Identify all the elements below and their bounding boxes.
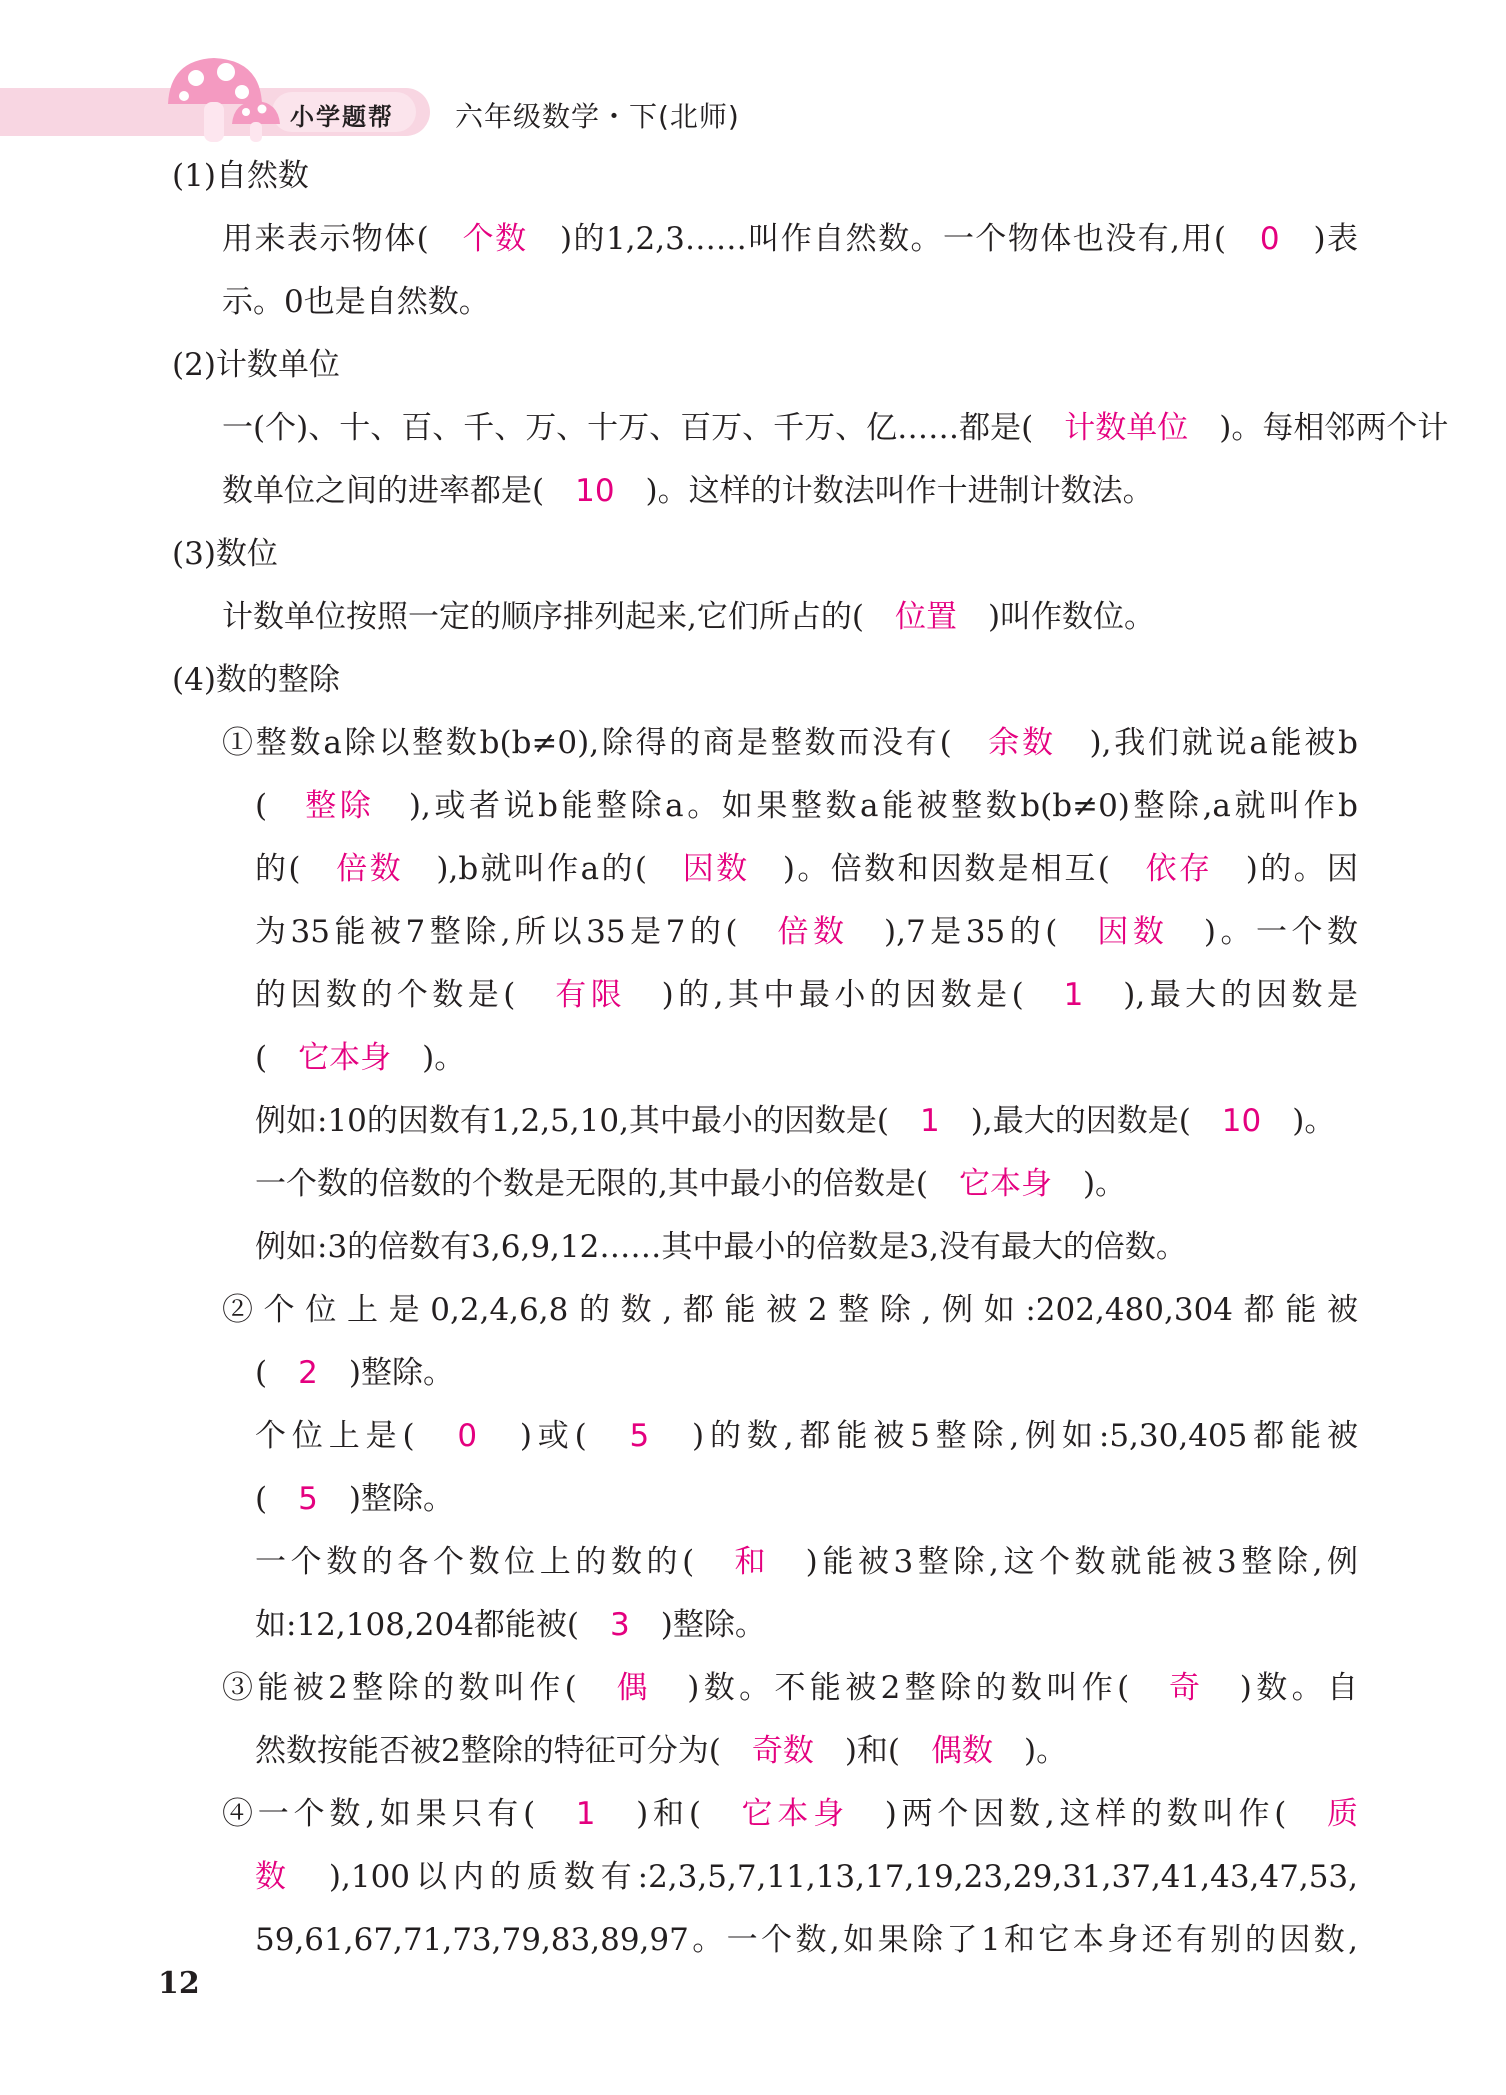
line-text: 计数单位按照一定的顺序排列起来,它们所占的( xyxy=(222,599,895,635)
text-line xyxy=(222,1290,1358,1330)
line-text: ( xyxy=(255,788,306,824)
answer-text: 5 xyxy=(629,1418,650,1454)
line-text: )。 xyxy=(1261,1103,1336,1139)
text-line xyxy=(255,1038,465,1078)
text-line xyxy=(172,156,309,196)
brand-name: 小学题帮 xyxy=(290,103,394,131)
line-text: )能被3整除,这个数就能被3整除,例 xyxy=(770,1544,1359,1580)
line-text: )和( xyxy=(595,1796,742,1832)
line-text: 如:12,108,204都能被( xyxy=(255,1607,611,1643)
text-line xyxy=(255,1416,1358,1456)
line-text: ),最大的因数是 xyxy=(1083,977,1359,1013)
answer-text: 倍数 xyxy=(336,851,403,887)
text-line xyxy=(222,471,1154,511)
answer-text: 偶 xyxy=(616,1670,652,1706)
line-text: )的1,2,3……叫作自然数。一个物体也没有,用( xyxy=(527,221,1260,257)
answer-text: 和 xyxy=(734,1544,771,1580)
answer-text: 数 xyxy=(255,1859,292,1895)
answer-text: 5 xyxy=(298,1481,318,1517)
line-text: 然数按能否被2整除的特征可分为( xyxy=(255,1733,752,1769)
line-text: ),b就叫作a的( xyxy=(403,851,683,887)
text-line xyxy=(255,786,1358,826)
text-line xyxy=(255,1227,1187,1267)
line-text: 的( xyxy=(255,851,337,887)
answer-text: 因数 xyxy=(1097,914,1169,950)
line-text: )叫作数位。 xyxy=(956,599,1156,635)
text-line xyxy=(222,219,1358,259)
small-mushroom-icon xyxy=(228,98,284,146)
answer-text: 计数单位 xyxy=(1064,410,1189,446)
line-text: )。 xyxy=(1051,1166,1127,1202)
answer-text: 1 xyxy=(920,1103,940,1139)
answer-text: 它本身 xyxy=(958,1166,1052,1202)
line-text: 用来表示物体( xyxy=(222,221,463,257)
line-text: )和( xyxy=(813,1733,932,1769)
text-line xyxy=(255,1164,1126,1204)
line-text: 个位上是( xyxy=(255,1418,458,1454)
line-text: ( xyxy=(255,1355,299,1391)
line-text: )。 xyxy=(391,1040,466,1076)
line-text: 一个数的倍数的个数是无限的,其中最小的倍数是( xyxy=(255,1166,959,1202)
answer-text: 0 xyxy=(457,1418,478,1454)
text-line xyxy=(172,660,340,700)
line-text: )。每相邻两个计 xyxy=(1188,410,1449,446)
line-text: )。倍数和因数是相互( xyxy=(749,851,1146,887)
book-title: 六年级数学・下(北师) xyxy=(455,100,740,133)
text-line xyxy=(222,597,1155,637)
line-text: ( xyxy=(255,1481,299,1517)
answer-text: 2 xyxy=(298,1355,318,1391)
answer-text: 1 xyxy=(1063,977,1084,1013)
text-line xyxy=(222,1668,1358,1708)
line-text: 例如:10的因数有1,2,5,10,其中最小的因数是( xyxy=(255,1103,921,1139)
line-text: (4)数的整除 xyxy=(172,662,340,698)
answer-text: 奇数 xyxy=(751,1733,814,1769)
answer-text: 有限 xyxy=(555,977,627,1013)
answer-text: 1 xyxy=(575,1796,596,1832)
line-text: ),7是35的( xyxy=(848,914,1098,950)
line-text: ②个位上是0,2,4,6,8的数,都能被2整除,例如:202,480,304都能被 xyxy=(222,1292,1358,1328)
answer-text: 位置 xyxy=(894,599,957,635)
line-text: )数。不能被2整除的数叫作( xyxy=(651,1670,1169,1706)
answer-text: 余数 xyxy=(988,725,1056,761)
line-text: (3)数位 xyxy=(172,536,278,572)
text-line xyxy=(255,1479,454,1519)
line-text: 的因数的个数是( xyxy=(255,977,556,1013)
line-text: 例如:3的倍数有3,6,9,12……其中最小的倍数是3,没有最大的倍数。 xyxy=(255,1229,1187,1265)
line-text: 一个数的各个数位上的数的( xyxy=(255,1544,735,1580)
answer-text: 依存 xyxy=(1145,851,1213,887)
line-text: )或( xyxy=(477,1418,630,1454)
answer-text: 个数 xyxy=(462,221,528,257)
answer-text: 10 xyxy=(1221,1103,1262,1139)
answer-text: 奇 xyxy=(1168,1670,1205,1706)
answer-text: 倍数 xyxy=(777,914,849,950)
answer-text: 整除 xyxy=(305,788,375,824)
text-line xyxy=(172,534,278,574)
line-text: ),或者说b能整除a。如果整数a能被整数b(b≠0)整除,a就叫作b xyxy=(374,788,1358,824)
text-line xyxy=(255,1605,766,1645)
text-line xyxy=(222,282,490,322)
answer-text: 10 xyxy=(575,473,615,509)
line-text: )整除。 xyxy=(317,1481,454,1517)
line-text: )数。自 xyxy=(1204,1670,1358,1706)
text-line xyxy=(222,408,1449,448)
line-text: ①整数a除以整数b(b≠0),除得的商是整数而没有( xyxy=(222,725,989,761)
answer-text: 3 xyxy=(610,1607,630,1643)
line-text: )两个因数,这样的数叫作( xyxy=(848,1796,1327,1832)
text-line xyxy=(255,975,1358,1015)
text-line xyxy=(255,1731,1067,1771)
line-text: )的数,都能被5整除,例如:5,30,405都能被 xyxy=(649,1418,1358,1454)
text-line xyxy=(255,912,1358,952)
page-number: 12 xyxy=(158,1966,200,2001)
line-text: )整除。 xyxy=(317,1355,454,1391)
line-text: )的。因 xyxy=(1212,851,1359,887)
line-text: (1)自然数 xyxy=(172,158,309,194)
answer-text: 偶数 xyxy=(931,1733,994,1769)
line-text: 59,61,67,71,73,79,83,89,97。一个数,如果除了1和它本身还有别的因数, xyxy=(255,1922,1358,1958)
answer-text: 0 xyxy=(1259,221,1280,257)
line-text: )表 xyxy=(1279,221,1358,257)
line-text: 数单位之间的进率都是( xyxy=(222,473,576,509)
text-line xyxy=(255,1101,1335,1141)
line-text: )整除。 xyxy=(629,1607,766,1643)
line-text: ③能被2整除的数叫作( xyxy=(222,1670,617,1706)
line-text: ),最大的因数是( xyxy=(939,1103,1222,1139)
line-text: )。这样的计数法叫作十进制计数法。 xyxy=(614,473,1154,509)
text-line xyxy=(255,849,1358,889)
answer-text: 它本身 xyxy=(298,1040,392,1076)
line-text: ),100以内的质数有:2,3,5,7,11,13,17,19,23,29,31,37,41,43,47,53, xyxy=(291,1859,1358,1895)
text-line xyxy=(255,1920,1358,1960)
line-text: 一(个)、十、百、千、万、十万、百万、千万、亿……都是( xyxy=(222,410,1065,446)
line-text: 示。0也是自然数。 xyxy=(222,284,490,320)
answer-text: 因数 xyxy=(682,851,750,887)
text-line xyxy=(172,345,340,385)
text-line xyxy=(222,1794,1358,1834)
answer-text: 质 xyxy=(1327,1796,1358,1832)
line-text: )。 xyxy=(993,1733,1068,1769)
answer-text: 它本身 xyxy=(741,1796,849,1832)
line-text: )。一个数 xyxy=(1168,914,1359,950)
text-line xyxy=(222,723,1358,763)
text-line xyxy=(255,1542,1358,1582)
line-text: (2)计数单位 xyxy=(172,347,340,383)
line-text: ( xyxy=(255,1040,299,1076)
line-text: 为35能被7整除,所以35是7的( xyxy=(255,914,778,950)
text-line xyxy=(255,1353,454,1393)
line-text: )的,其中最小的因数是( xyxy=(626,977,1064,1013)
text-line xyxy=(255,1857,1358,1897)
line-text: ④一个数,如果只有( xyxy=(222,1796,576,1832)
line-text: ),我们就说a能被b xyxy=(1055,725,1358,761)
